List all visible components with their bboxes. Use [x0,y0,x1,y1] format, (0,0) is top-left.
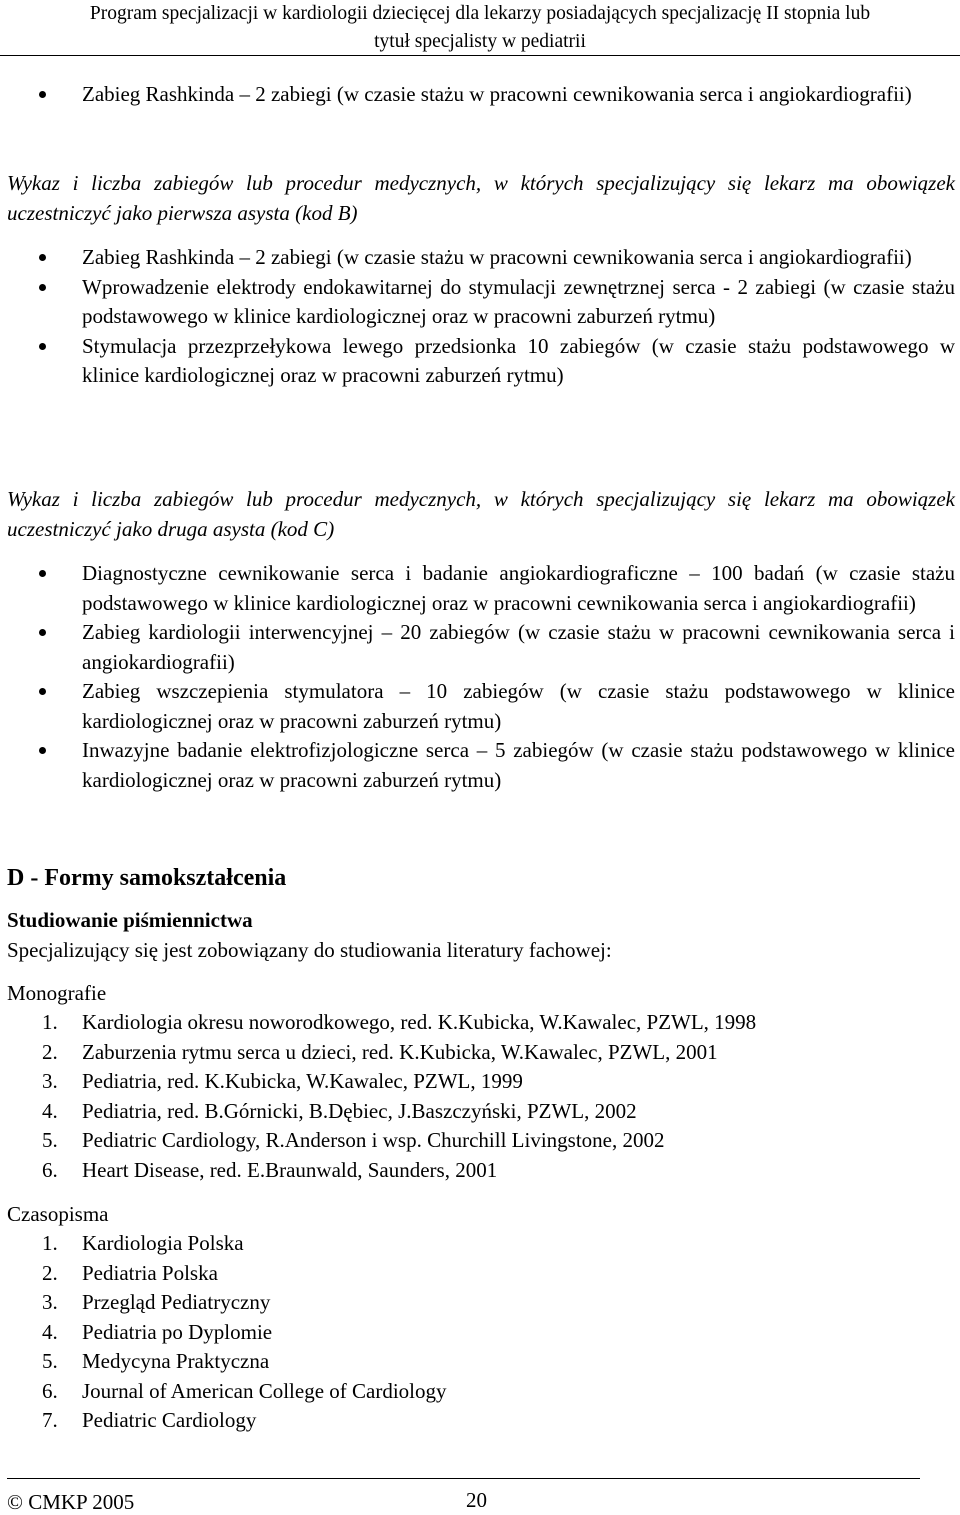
item-number: 4. [42,1098,58,1123]
section-c-list [7,559,955,795]
list-item [7,1259,955,1289]
item-number: 5. [42,1128,58,1152]
list-item [7,1406,955,1436]
list-item [7,559,955,618]
header-line-2: tytuł specjalisty w pediatrii [374,31,586,52]
item-text: Pediatria, red. K.Kubicka, W.Kawalec, PZWL, 1999 [82,1069,523,1093]
item-number: 4. [42,1319,58,1344]
list-item [7,1318,955,1348]
item-text: Journal of American College of Cardiology [82,1378,447,1403]
section-b-block [7,243,955,391]
list-item [7,677,955,736]
section-d-intro: Specjalizujący się jest zobowiązany do studiowania literatury fachowej: [7,938,612,962]
item-number: 3. [42,1290,58,1314]
bullet-icon [39,284,46,291]
list-item [7,332,955,391]
item-text: Pediatric Cardiology [82,1408,257,1432]
list-item [7,1156,955,1186]
section-b-heading: Wykaz i liczba zabiegów lub procedur medycznych, w których specjalizujący się lekarz ma obowiązek uczestniczyć jako pierwsza asysta (kod B) [7,171,955,225]
bullet-icon [39,91,46,98]
list-item-text: Diagnostyczne cewnikowanie serca i badanie angiokardiograficzne – 100 badań (w czasie stażu podstawowego w klinice kardiologicznej oraz w pracowni cewnikowania serca i angiokardiografii) [82,561,955,615]
list-item [7,1097,955,1127]
item-number: 2. [42,1260,58,1285]
list-item-text: Zabieg wszczepienia stymulatora – 10 zabiegów (w czasie stażu podstawowego w klinice kardiologicznej oraz w pracowni zaburzeń rytmu) [82,679,955,733]
bullet-icon [39,629,46,636]
item-text: Pediatria Polska [82,1260,218,1285]
item-number: 6. [42,1378,58,1403]
list-item [7,1288,955,1318]
journals-list [7,1229,955,1436]
header-line-1: Program specjalizacji w kardiologii dziecięcej dla lekarzy posiadających specjalizację II stopnia lub [89,3,871,24]
page-number: 20 [466,1488,487,1512]
list-item-text: Zabieg Rashkinda – 2 zabiegi (w czasie stażu w pracowni cewnikowania serca i angiokardiografii) [82,82,912,106]
list-item [7,1229,955,1259]
list-item [7,243,955,273]
list-item [7,273,955,332]
top-bullet-list [7,80,955,110]
journals-block [7,1229,955,1436]
list-item-text: Zabieg kardiologii interwencyjnej – 20 zabiegów (w czasie stażu w pracowni cewnikowania serca i angiokardiografii) [82,620,955,674]
list-item [7,1008,955,1038]
monographs-block [7,1008,955,1185]
bullet-icon [39,254,46,261]
list-item [7,1067,955,1097]
item-text: Heart Disease, red. E.Braunwald, Saunders, 2001 [82,1157,498,1182]
item-text: Pediatria po Dyplomie [82,1319,273,1344]
bullet-icon [39,343,46,350]
item-text: Zaburzenia rytmu serca u dzieci, red. K.Kubicka, W.Kawalec, PZWL, 2001 [82,1039,718,1064]
list-item [7,618,955,677]
list-item [7,1126,955,1156]
item-text: Kardiologia Polska [82,1231,244,1255]
item-number: 2. [42,1039,58,1064]
item-text: Pediatric Cardiology, R.Anderson i wsp. Churchill Livingstone, 2002 [82,1128,665,1152]
bullet-icon [39,688,46,695]
list-item-text: Wprowadzenie elektrody endokawitarnej do stymulacji zewnętrznej serca - 2 zabiegi (w czasie stażu podstawowego w klinice kardiologicznej oraz w pracowni zaburzeń rytmu) [82,274,955,328]
footer-divider [7,1478,920,1479]
list-item [7,1377,955,1407]
item-text: Medycyna Praktyczna [82,1349,270,1373]
item-text: Przegląd Pediatryczny [82,1290,271,1314]
footer-copyright: © CMKP 2005 [7,1490,135,1514]
section-c-block [7,559,955,795]
section-d-subtitle: Studiowanie piśmiennictwa [7,908,253,932]
bullet-icon [39,570,46,577]
bullet-icon [39,747,46,754]
section-b-list [7,243,955,391]
list-item-text: Stymulacja przezprzełykowa lewego przedsionka 10 zabiegów (w czasie stażu podstawowego w klinice kardiologicznej oraz w pracowni zaburzeń rytmu) [82,333,955,387]
item-text: Pediatria, red. B.Górnicki, B.Dębiec, J.Baszczyński, PZWL, 2002 [82,1098,637,1123]
list-item [7,1038,955,1068]
monographs-label: Monografie [7,981,107,1005]
item-number: 6. [42,1157,58,1182]
item-text: Kardiologia okresu noworodkowego, red. K.Kubicka, W.Kawalec, PZWL, 1998 [82,1010,757,1034]
item-number: 1. [42,1231,58,1255]
journals-label: Czasopisma [7,1202,109,1226]
list-item-text: Zabieg Rashkinda – 2 zabiegi (w czasie stażu w pracowni cewnikowania serca i angiokardiografii) [82,245,912,269]
list-item [7,736,955,795]
list-item [7,80,955,110]
item-number: 5. [42,1349,58,1373]
item-number: 7. [42,1408,58,1432]
list-item [7,1347,955,1377]
section-d-title: D - Formy samokształcenia [7,865,287,891]
top-list-block [7,80,955,110]
section-c-heading: Wykaz i liczba zabiegów lub procedur medycznych, w których specjalizujący się lekarz ma obowiązek uczestniczyć jako druga asysta (kod C) [7,487,955,541]
page-header [0,0,960,56]
item-number: 1. [42,1010,58,1034]
item-number: 3. [42,1069,58,1093]
list-item-text: Inwazyjne badanie elektrofizjologiczne serca – 5 zabiegów (w czasie stażu podstawowego w klinice kardiologicznej oraz w pracowni zaburzeń rytmu) [82,738,955,792]
monographs-list [7,1008,955,1185]
